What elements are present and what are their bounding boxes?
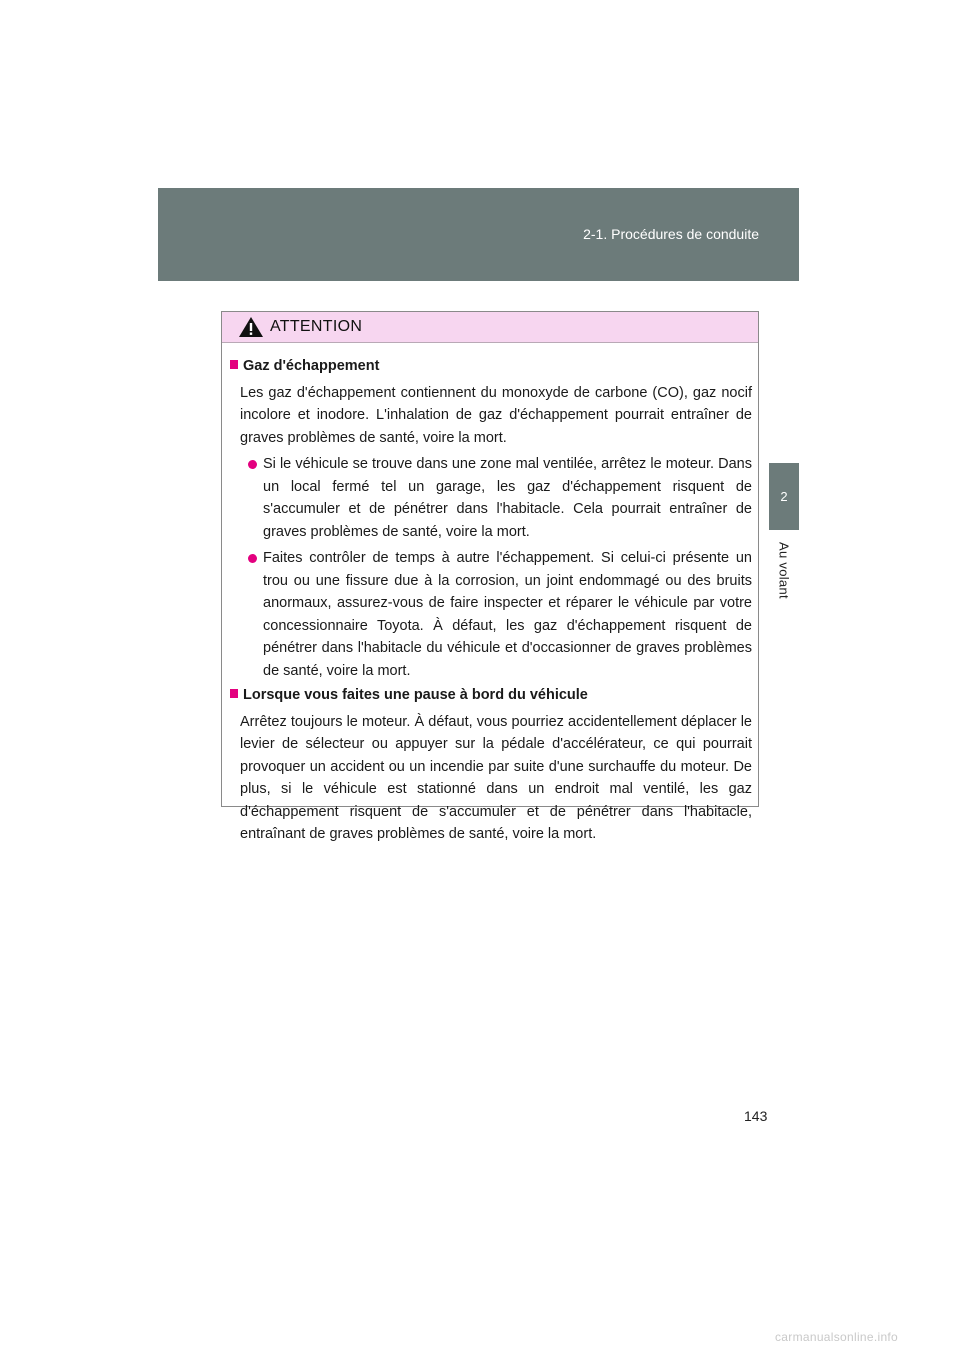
warning-title: ATTENTION <box>270 318 363 335</box>
bullet-item: Si le véhicule se trouve dans une zone mal ventilée, arrêtez le moteur. Dans un local fermé tel un garage, les gaz d'échappement risquent de s'accumuler et de pénétrer dans l'habitacle. Cela pourrait entraîner de graves problèmes de santé, voire la mort. <box>248 453 752 543</box>
section-heading-exhaust: Gaz d'échappement <box>230 355 752 378</box>
chapter-number: 2 <box>780 489 788 504</box>
bullet-item: Faites contrôler de temps à autre l'échappement. Si celui-ci présente un trou ou une fissure due à la corrosion, un joint endommagé ou des bruits anormaux, assurez-vous de faire inspecter et réparer le véhicule par votre concessionnaire Toyota. À défaut, les gaz d'échappement risquent de pénétrer dans l'habitacle du véhicule et d'occasionner de graves problèmes de santé, voire la mort. <box>248 547 752 682</box>
section-text-exhaust: Les gaz d'échappement contiennent du monoxyde de carbone (CO), gaz nocif incolore et inodore. L'inhalation de gaz d'échappement pourrait entraîner de graves problèmes de santé, voire la mort. <box>240 384 752 446</box>
section-text-pause: Arrêtez toujours le moteur. À défaut, vous pourriez accidentellement déplacer le levier de sélecteur ou appuyer sur la pédale d'accélérateur, ce qui pourrait provoquer un accident ou un incendie par suite d'une surchauffe du moteur. De plus, si le véhicule est stationné dans un endroit mal ventilé, les gaz d'échappement risquent de s'accumuler et de pénétrer dans l'habitacle, entraînant de graves problèmes de santé, voire la mort. <box>240 713 752 842</box>
warning-triangle-icon <box>238 316 264 338</box>
watermark: carmanualsonline.info <box>775 1330 899 1344</box>
chapter-label: Au volant <box>776 541 792 599</box>
header-band <box>158 188 799 281</box>
page-number: 143 <box>744 1108 768 1124</box>
warning-content <box>222 343 758 846</box>
chapter-tab <box>769 463 799 530</box>
warning-box <box>221 311 759 842</box>
warning-header <box>222 312 758 343</box>
round-bullet-icon <box>248 554 257 563</box>
square-bullet-icon <box>230 689 238 698</box>
section-title: 2-1. Procédures de conduite <box>583 226 759 242</box>
round-bullet-icon <box>248 460 257 469</box>
square-bullet-icon <box>230 360 238 369</box>
section-heading-pause: Lorsque vous faites une pause à bord du véhicule <box>230 684 752 707</box>
